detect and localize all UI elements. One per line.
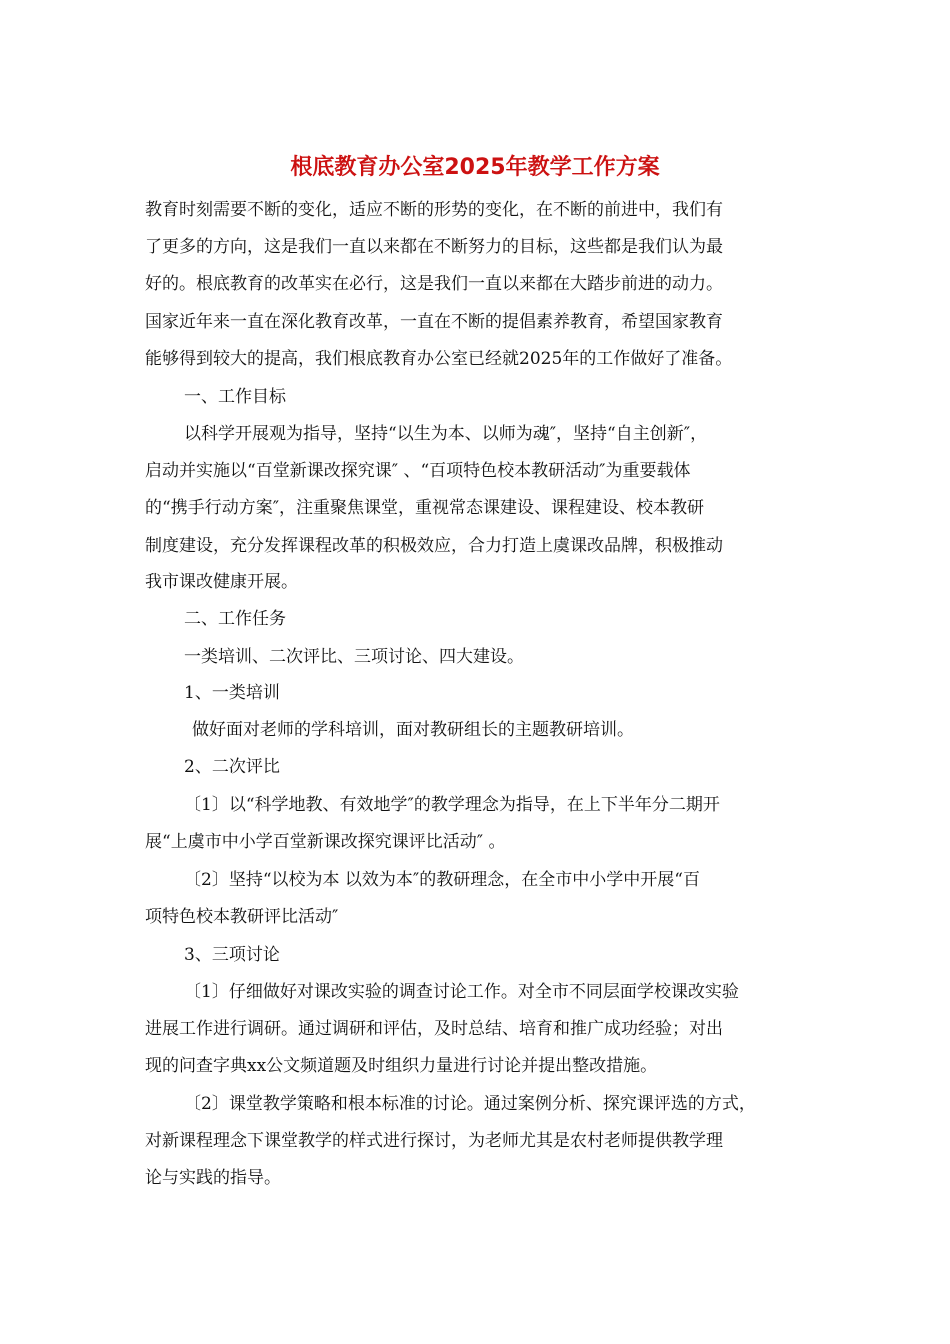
body-line: 做好面对老师的学科培训，面对教研组长的主题教研培训。 — [192, 720, 634, 740]
body-line: 进展工作进行调研。通过调研和评估，及时总结、培育和推广成功经验；对出 — [145, 1019, 723, 1039]
body-line: 了更多的方向，这是我们一直以来都在不断努力的目标，这些都是我们认为最 — [145, 237, 723, 257]
body-line: 教育时刻需要不断的变化，适应不断的形势的变化，在不断的前进中，我们有 — [145, 200, 723, 220]
body-line: 〔1〕仔细做好对课改实验的调查讨论工作。对全市不同层面学校课改实验 — [184, 982, 739, 1002]
subsection-heading: 2、二次评比 — [184, 757, 280, 777]
body-line: 项特色校本教研评比活动″ — [145, 907, 339, 927]
body-line: 国家近年来一直在深化教育改革，一直在不断的提倡素养教育，希望国家教育 — [145, 312, 723, 332]
body-line: 能够得到较大的提高，我们根底教育办公室已经就2025年的工作做好了准备。 — [145, 349, 733, 369]
body-line: 启动并实施以“百堂新课改探究课″ 、“百项特色校本教研活动″为重要载体 — [145, 461, 691, 481]
section-heading: 一、工作目标 — [184, 387, 286, 407]
document-title: 根底教育办公室2025年教学工作方案 — [290, 155, 660, 180]
body-line: 好的。根底教育的改革实在必行，这是我们一直以来都在大踏步前进的动力。 — [145, 274, 723, 294]
body-line: 对新课程理念下课堂教学的样式进行探讨，为老师尤其是农村老师提供教学理 — [145, 1131, 723, 1151]
body-line: 以科学开展观为指导，坚持“以生为本、以师为魂″，坚持“自主创新″， — [184, 424, 708, 444]
body-line: 论与实践的指导。 — [145, 1168, 281, 1188]
body-line: 〔2〕课堂教学策略和根本标准的讨论。通过案例分析、探究课评选的方式， — [184, 1094, 756, 1114]
body-line: 制度建设，充分发挥课程改革的积极效应，合力打造上虞课改品牌，积极推动 — [145, 536, 723, 556]
subsection-heading: 3、三项讨论 — [184, 945, 280, 965]
body-line: 我市课改健康开展。 — [145, 572, 298, 592]
body-line: 〔1〕以“科学地教、有效地学″的教学理念为指导，在上下半年分二期开 — [184, 795, 720, 815]
body-line: 一类培训、二次评比、三项讨论、四大建设。 — [184, 647, 524, 667]
section-heading: 二、工作任务 — [184, 609, 286, 629]
subsection-heading: 1、一类培训 — [184, 683, 280, 703]
body-line: 的“携手行动方案″，注重聚焦课堂，重视常态课建设、课程建设、校本教研 — [145, 498, 705, 518]
body-line: 〔2〕坚持“以校为本 以效为本″的教研理念，在全市中小学中开展“百 — [184, 870, 700, 890]
body-line: 展“上虞市中小学百堂新课改探究课评比活动″ 。 — [145, 832, 506, 852]
body-line: 现的问查字典xx公文频道题及时组织力量进行讨论并提出整改措施。 — [145, 1056, 658, 1076]
